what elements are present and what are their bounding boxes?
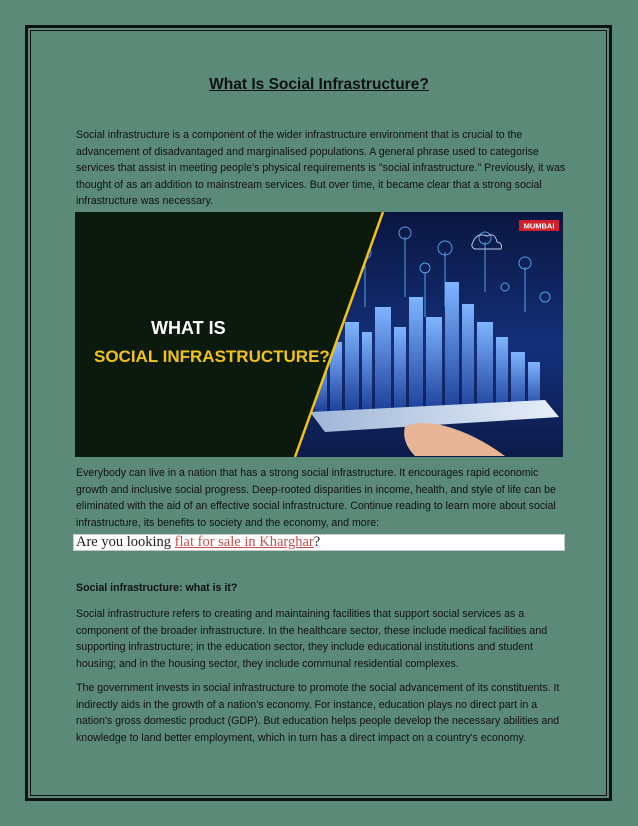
callout-prefix: Are you looking (76, 534, 175, 550)
flat-for-sale-link[interactable]: flat for sale in Kharghar (174, 534, 314, 550)
hero-line2: SOCIAL INFRASTRUCTURE? (94, 347, 330, 366)
hero-illustration (75, 212, 563, 457)
hero-image (75, 212, 563, 457)
hero-line1: WHAT IS (151, 318, 226, 338)
body-paragraph-3: Social infrastructure refers to creating and maintaining facilities that support social services as a component of the broader infrastructure. In the healthcare sector, these include medical facilities and supporting infrastructure; in the education sector, they include educational institutions and student housing; and in the housing sector, they include communal residential complexes. (76, 608, 548, 670)
callout-box (73, 534, 565, 551)
body-paragraph-2: Everybody can live in a nation that has a strong social infrastructure. It encourages rapid economic growth and inclusive social progress. Deep-rooted disparities in income, health, and style of life can be eliminated with the aid of an effective social infrastructure. Continue reading to learn more about social infrastructure, its benefits to society and the economy, and more: (76, 467, 556, 529)
body-paragraph-4: The government invests in social infrastructure to promote the social advancement of its constituents. It indirectly aids in the growth of a nation's economy. For instance, education plays no direct part in a nation's gross domestic product (GDP). But education helps people develop the necessary abilities and knowledge to land better employment, which in turn has a direct impact on a country's economy. (76, 682, 560, 744)
callout-suffix: ? (313, 534, 321, 550)
mumbai-badge-text: MUMBAI (523, 221, 555, 231)
page-title: What Is Social Infrastructure? (209, 76, 429, 93)
section-heading: Social infrastructure: what is it? (76, 582, 238, 594)
intro-paragraph: Social infrastructure is a component of the wider infrastructure environment that is crucial to the advancement of disadvantaged and marginalised populations. A general phrase used to categorise services that assist in meeting people's physical requirements is "social infrastructure." Previously, it was thought of as an addition to mainstream services. But over time, it became clear that a strong social infrastructure was necessary. (76, 129, 566, 207)
